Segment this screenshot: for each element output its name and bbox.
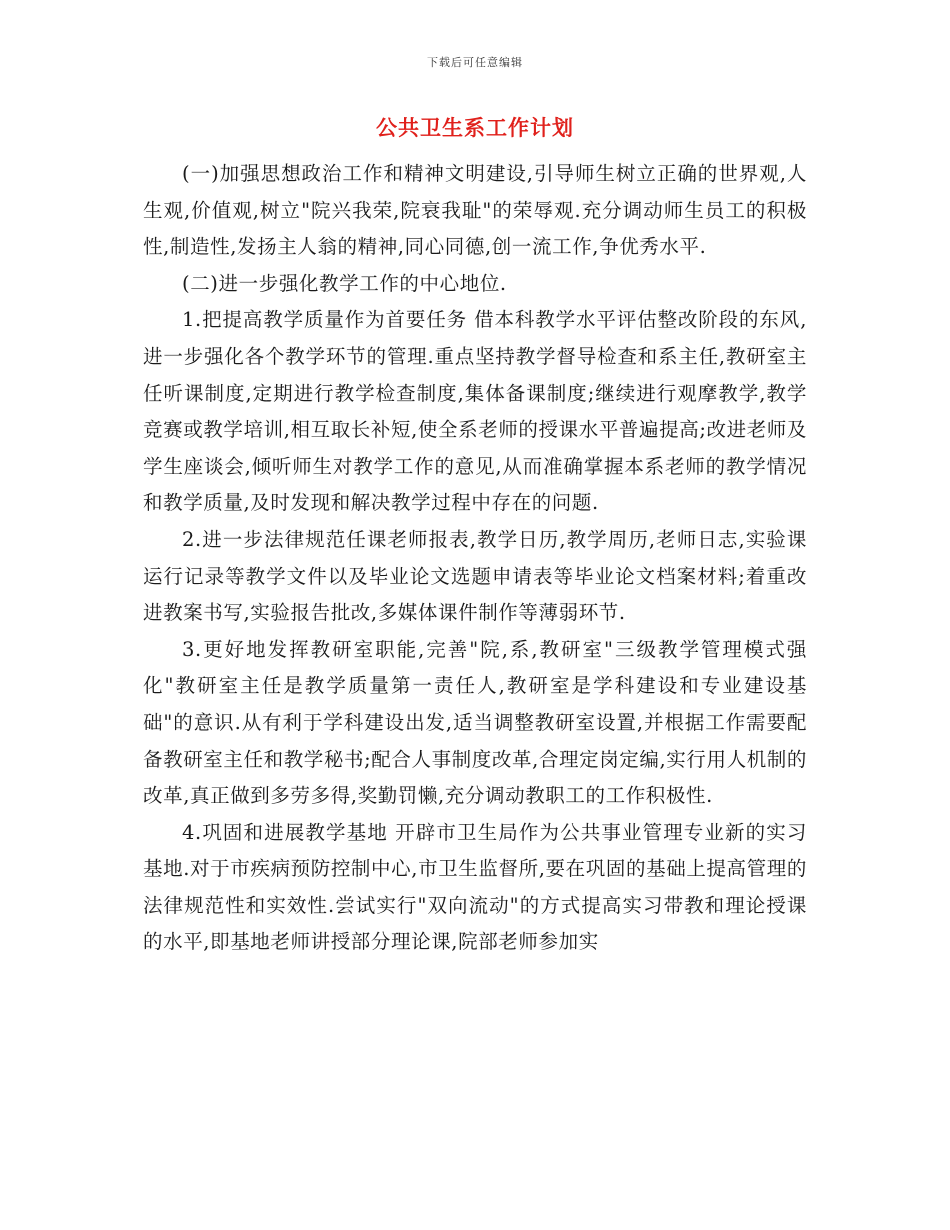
paragraph: 3.更好地发挥教研室职能,完善"院,系,教研室"三级教学管理模式强化"教研室主任是教学质量第一责任人,教研室是学科建设和专业建设基础"的意识.从有利于学科建设出发,适当调整教研室设置,并根据工作需要配备教研室主任和教学秘书;配合人事制度改革,合理定岗定编,实行用人机制的改革,真正做到多劳多得,奖勤罚懒,充分调动教职工的工作积极性. — [143, 637, 807, 808]
download-note: 下载后可任意编辑 — [427, 56, 523, 69]
paragraph: 1.把提高教学质量作为首要任务 借本科教学水平评估整改阶段的东风,进一步强化各个教学环节的管理.重点坚持教学督导检查和系主任,教研室主任听课制度,定期进行教学检查制度,集体备课制度;继续进行观摩教学,教学竞赛或教学培训,相互取长补短,使全系老师的授课水平普遍提高;改进老师及学生座谈会,倾听师生对教学工作的意见,从而准确掌握本系老师的教学情况和教学质量,及时发现和解决教学过程中存在的问题. — [143, 308, 807, 515]
paragraph: 4.巩固和进展教学基地 开辟市卫生局作为公共事业管理专业新的实习基地.对于市疾病预防控制中心,市卫生监督所,要在巩固的基础上提高管理的法律规范性和实效性.尝试实行"双向流动"的方式提高实习带教和理论授课的水平,即基地老师讲授部分理论课,院部老师参加实 — [143, 820, 807, 954]
paragraph: 2.进一步法律规范任课老师报表,教学日历,教学周历,老师日志,实验课运行记录等教学文件以及毕业论文选题申请表等毕业论文档案材料;着重改进教案书写,实验报告批改,多媒体课件制作等薄弱环节. — [143, 527, 807, 625]
document-body — [143, 156, 807, 961]
paragraph: (一)加强思想政治工作和精神文明建设,引导师生树立正确的世界观,人生观,价值观,树立"院兴我荣,院衰我耻"的荣辱观.充分调动师生员工的积极性,制造性,发扬主人翁的精神,同心同德,创一流工作,争优秀水平. — [143, 162, 807, 259]
paragraph: (二)进一步强化教学工作的中心地位. — [182, 271, 507, 295]
document-title: 公共卫生系工作计划 — [376, 116, 574, 140]
